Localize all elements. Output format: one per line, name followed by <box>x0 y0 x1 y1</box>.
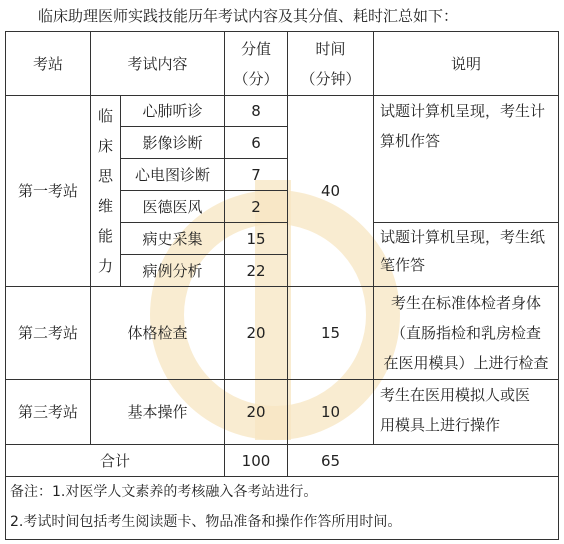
header-time-line1: 时间 <box>315 39 346 58</box>
item-score: 7 <box>251 165 261 184</box>
group-char: 能 <box>97 227 113 245</box>
item-label: 影像诊断 <box>142 133 203 152</box>
total-score: 100 <box>241 451 271 470</box>
note-line: 考生在医用模拟人或医 <box>380 386 531 404</box>
note-line: 考生在标准体检者身体 <box>390 294 541 312</box>
header-score <box>225 32 287 95</box>
group-char: 思 <box>97 167 113 185</box>
remark-line-1: 备注：1.对医学人文素养的考核融入各考站进行。 <box>10 484 318 500</box>
station1-group-label <box>91 96 120 286</box>
item-label: 心肺听诊 <box>142 102 203 120</box>
note-line: （直肠指检和乳房检查 <box>390 324 541 342</box>
header-score-line2: （分） <box>233 69 279 88</box>
station2-name: 第二考站 <box>17 324 78 342</box>
group-char: 力 <box>97 257 113 275</box>
station3-content: 基本操作 <box>127 403 188 421</box>
station3-note <box>380 380 558 444</box>
station3-name: 第三考站 <box>17 403 78 421</box>
station2-note <box>374 287 558 379</box>
item-score: 6 <box>251 133 261 152</box>
item-score: 8 <box>251 102 261 120</box>
remark-line-2: 2.考试时间包括考生阅读题卡、物品准备和操作作答所用时间。 <box>10 514 402 530</box>
note-line: 笔作答 <box>380 256 426 274</box>
header-score-line1: 分值 <box>240 39 271 58</box>
station2-time: 15 <box>320 324 341 342</box>
item-score: 2 <box>251 197 261 216</box>
header-station: 考站 <box>32 54 63 73</box>
page-heading: 临床助理医师实践技能历年考试内容及其分值、耗时汇总如下： <box>38 7 459 25</box>
note-line: 算机作答 <box>380 132 441 150</box>
station1-note-a <box>380 96 558 222</box>
total-label: 合计 <box>99 451 130 470</box>
station2-score: 20 <box>246 324 266 342</box>
group-char: 维 <box>97 197 113 215</box>
header-time-line2: （分钟） <box>300 69 361 88</box>
item-label: 病例分析 <box>142 261 203 280</box>
item-label: 心电图诊断 <box>134 165 210 184</box>
group-char: 临 <box>97 107 113 125</box>
station1-time: 40 <box>320 182 341 200</box>
note-line: 用模具上进行操作 <box>380 416 501 434</box>
header-time <box>288 32 373 95</box>
note-line: 试题计算机呈现，考生计 <box>380 102 546 120</box>
station3-score: 20 <box>246 403 266 421</box>
item-score: 15 <box>246 229 266 248</box>
total-time: 65 <box>320 451 341 470</box>
header-content: 考试内容 <box>127 54 188 73</box>
header-notes: 说明 <box>450 54 481 73</box>
item-label: 医德医风 <box>142 197 203 216</box>
group-char: 床 <box>97 137 113 155</box>
note-line: 在医用模具）上进行检查 <box>383 354 549 372</box>
item-label: 病史采集 <box>142 229 203 248</box>
station1-note-b <box>380 223 558 286</box>
station2-content: 体格检查 <box>127 324 188 342</box>
item-score: 22 <box>246 261 266 280</box>
station3-time: 10 <box>320 403 341 421</box>
note-line: 试题计算机呈现，考生纸 <box>380 228 546 246</box>
station1-name: 第一考站 <box>17 182 78 200</box>
